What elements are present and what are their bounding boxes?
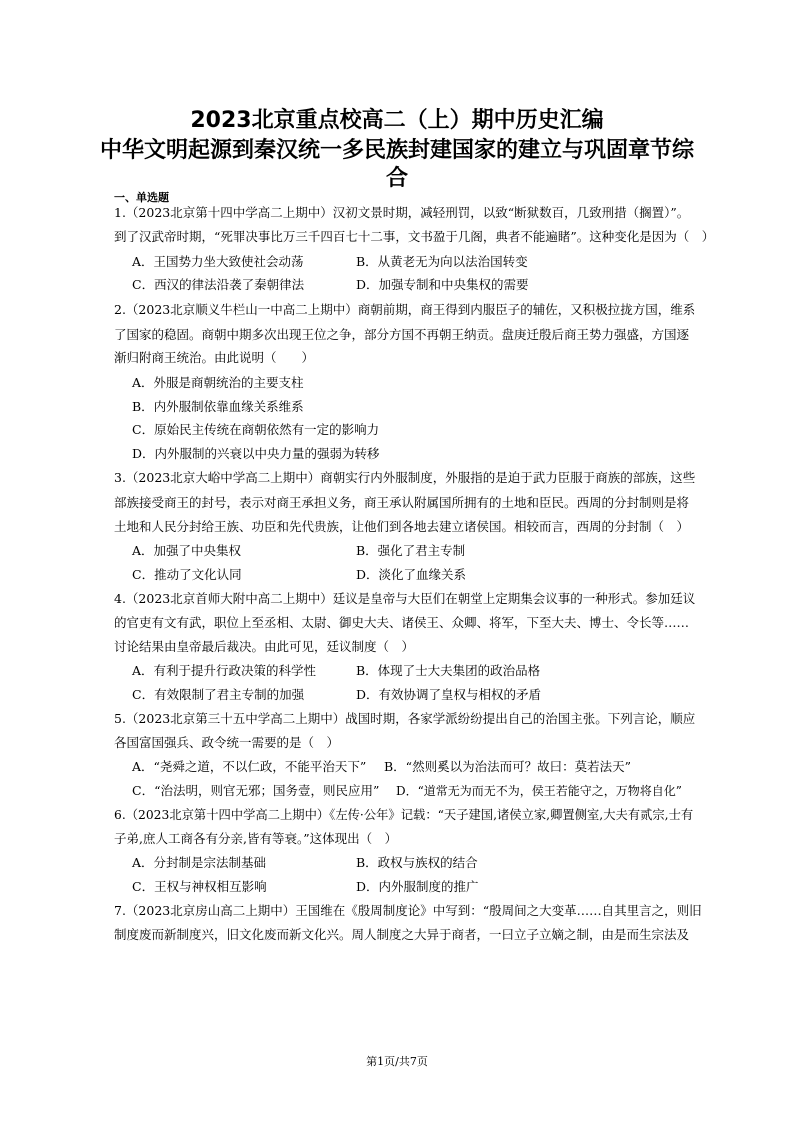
question-4-option-d: D．有效协调了皇权与相权的矛盾 xyxy=(356,687,542,702)
question-3-line-1: 3.（2023北京大峪中学高二上期中）商朝实行内外服制度，外服指的是迫于武力臣服于商族的部族，这些 xyxy=(114,470,696,485)
question-5-option-d: D．“道常无为而无不为，侯王若能守之，万物将自化” xyxy=(396,784,682,798)
question-5-option-a: A．“尧舜之道，不以仁政，不能平治天下” xyxy=(132,759,367,774)
question-1-option-b: B．从黄老无为向以法治国转变 xyxy=(356,254,528,269)
question-3-option-d: D．淡化了血缘关系 xyxy=(356,567,467,582)
question-6-option-d: D．内外服制度的推广 xyxy=(356,879,479,894)
question-5-line-1: 5.（2023北京第三十五中学高二上期中）战国时期，各家学派纷纷提出自己的治国主张。下列言论，顺应 xyxy=(114,711,696,726)
question-3-line-2: 部族接受商王的封号，表示对商王承担义务，商王承认附属国所拥有的土地和臣民。西周的分封制则是将 xyxy=(114,495,690,510)
question-4-option-c: C．有效限制了君主专制的加强 xyxy=(132,687,305,702)
question-5-line-2: 各国富国强兵、政令统一需要的是（ ） xyxy=(114,735,340,750)
question-7-line-2: 制度废而新制度兴，旧文化废而新文化兴。周人制度之大异于商者，一曰立子立嫡之制，由是而生宗法及 xyxy=(114,927,690,942)
question-4-option-b: B．体现了士大夫集团的政治品格 xyxy=(356,663,541,678)
question-2-option-b: B．内外服制依靠血缘关系维系 xyxy=(132,399,304,414)
question-7-line-1: 7.（2023北京房山高二上期中）王国维在《殷周制度论》中写到：“殷周间之大变革……自其里言之，则旧 xyxy=(114,903,702,918)
question-4-line-2: 的官吏有文有武，职位上至丞相、太尉、御史大夫、诸侯王、众卿、将军，下至大夫、博士、令长等…… xyxy=(114,615,690,630)
document-title-line-1: 2023北京重点校高二（上）期中历史汇编 xyxy=(190,108,604,133)
question-4-option-a: A．有利于提升行政决策的科学性 xyxy=(132,663,317,678)
section-heading: 一、单选题 xyxy=(114,191,169,204)
question-5-option-b: B．“然则奚以为治法而可？故曰：莫若法天” xyxy=(384,759,631,774)
question-3-line-3: 土地和人民分封给王族、功臣和先代贵族，让他们到各地去建立诸侯国。相较而言，西周的分封制（ ） xyxy=(114,519,690,534)
question-1-line-2: 到了汉武帝时期，“死罪决事比万三千四百七十二事，文书盈于几阁，典者不能遍睹”。这种变化是因为（ ） xyxy=(114,229,715,244)
question-4-line-3: 讨论结果由皇帝最后裁决。由此可见，廷议制度（ ） xyxy=(114,639,415,654)
question-2-line-2: 了国家的稳固。商朝中期多次出现王位之争，部分方国不再朝王纳贡。盘庚迁殷后商王势力强盛，方国逐 xyxy=(114,327,690,342)
document-title-line-2: 中华文明起源到秦汉统一多民族封建国家的建立与巩固章节综 xyxy=(100,138,695,163)
question-2-option-a: A．外服是商朝统治的主要支柱 xyxy=(132,375,304,390)
question-6-line-2: 子弟,庶人工商各有分亲,皆有等衰。”这体现出（ ） xyxy=(114,831,398,846)
question-6-option-c: C．王权与神权相互影响 xyxy=(132,879,267,894)
document-title-line-3: 合 xyxy=(385,166,408,191)
question-1-line-1: 1.（2023北京第十四中学高二上期中）汉初文景时期，减轻刑罚，以致“断狱数百，几致刑措（搁置）”。 xyxy=(114,205,690,220)
question-6-line-1: 6.（2023北京第十四中学高二上期中）《左传·公年》记载：“天子建国,诸侯立家,卿置侧室,大夫有贰宗,士有 xyxy=(114,808,694,822)
question-1-option-c: C．西汉的律法沿袭了秦朝律法 xyxy=(132,277,305,292)
question-6-option-a: A．分封制是宗法制基础 xyxy=(132,855,267,870)
page-footer: 第1页/共7页 xyxy=(366,1055,428,1068)
question-2-option-d: D．内外服制的兴衰以中央力量的强弱为转移 xyxy=(132,446,380,461)
question-2-option-c: C．原始民主传统在商朝依然有一定的影响力 xyxy=(132,422,380,437)
question-2-line-1: 2.（2023北京顺义牛栏山一中高二上期中）商朝前期，商王得到内服臣子的辅佐，又积极拉拢方国，维系 xyxy=(114,302,696,317)
question-5-option-c: C．“治法明，则官无邪；国务壹，则民应用” xyxy=(132,783,380,798)
question-1-option-d: D．加强专制和中央集权的需要 xyxy=(356,277,529,292)
question-6-option-b: B．政权与族权的结合 xyxy=(356,855,478,870)
question-3-option-c: C．推动了文化认同 xyxy=(132,567,242,582)
question-2-line-3: 渐归附商王统治。由此说明（ ） xyxy=(114,350,315,365)
question-3-option-b: B．强化了君主专制 xyxy=(356,543,466,558)
question-1-option-a: A．王国势力坐大致使社会动荡 xyxy=(132,254,304,269)
question-3-option-a: A．加强了中央集权 xyxy=(132,543,242,558)
question-4-line-1: 4.（2023北京首师大附中高二上期中）廷议是皇帝与大臣们在朝堂上定期集会议事的一种形式。参加廷议 xyxy=(114,591,696,606)
